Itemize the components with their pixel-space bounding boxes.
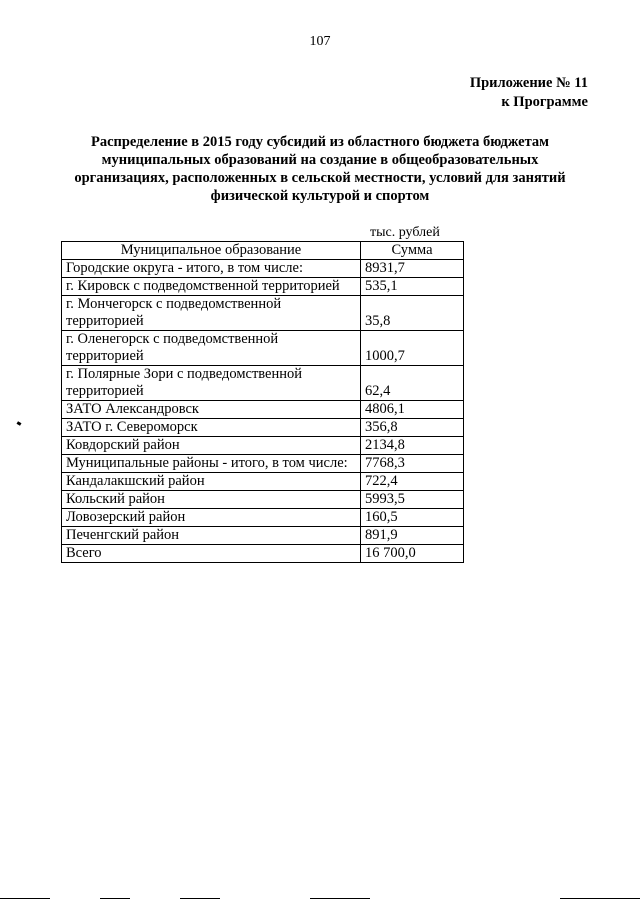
table-row (62, 491, 464, 509)
sum-cell: 16 700,0 (361, 545, 464, 563)
units-label: тыс. рублей (370, 225, 440, 240)
municipality-cell: Всего (62, 545, 361, 563)
column-header-municipality: Муниципальное образование (62, 242, 361, 260)
table-row (62, 366, 464, 401)
footer-rule (0, 898, 50, 899)
table-row (62, 401, 464, 419)
footer-rule (310, 898, 370, 899)
sum-cell: 1000,7 (361, 331, 464, 366)
municipality-cell: г. Оленегорск с подведомственной территорией (62, 331, 361, 366)
table-row (62, 527, 464, 545)
sum-cell: 35,8 (361, 296, 464, 331)
table-row (62, 260, 464, 278)
municipality-cell: ЗАТО г. Североморск (62, 419, 361, 437)
sum-cell: 535,1 (361, 278, 464, 296)
municipality-cell: Кольский район (62, 491, 361, 509)
sum-cell: 5993,5 (361, 491, 464, 509)
appendix-label (470, 74, 588, 112)
sum-cell: 722,4 (361, 473, 464, 491)
table-row (62, 419, 464, 437)
footer-rule (560, 898, 640, 899)
sum-cell: 356,8 (361, 419, 464, 437)
title-line: Распределение в 2015 году субсидий из областного бюджета бюджетам (90, 134, 550, 150)
sum-cell: 2134,8 (361, 437, 464, 455)
municipality-cell: Печенгский район (62, 527, 361, 545)
sum-cell: 62,4 (361, 366, 464, 401)
footer-rule (180, 898, 220, 899)
municipality-cell: ЗАТО Александровск (62, 401, 361, 419)
appendix-number: Приложение № 11 (469, 75, 588, 91)
table-header-row (62, 242, 464, 260)
appendix-reference: к Программе (501, 94, 588, 110)
title-line: организациях, расположенных в сельской местности, условий для занятий (74, 170, 566, 186)
municipality-cell: г. Мончегорск с подведомственной территорией (62, 296, 361, 331)
sum-cell: 7768,3 (361, 455, 464, 473)
municipality-cell: Кандалакшский район (62, 473, 361, 491)
table-row (62, 331, 464, 366)
document-title (60, 133, 580, 205)
municipality-cell: г. Полярные Зори с подведомственной территорией (62, 366, 361, 401)
page-number: 107 (309, 34, 331, 49)
table-row (62, 296, 464, 331)
municipality-cell: Ловозерский район (62, 509, 361, 527)
municipality-cell: Ковдорский район (62, 437, 361, 455)
municipality-cell: Муниципальные районы - итого, в том числе: (62, 455, 361, 473)
municipality-cell: Городские округа - итого, в том числе: (62, 260, 361, 278)
subsidy-table (61, 241, 464, 563)
title-line: муниципальных образований на создание в общеобразовательных (101, 152, 539, 168)
municipality-cell: г. Кировск с подведомственной территорией (62, 278, 361, 296)
scan-artifact-mark (17, 421, 22, 426)
column-header-sum: Сумма (361, 242, 464, 260)
footer-rule (100, 898, 130, 899)
sum-cell: 891,9 (361, 527, 464, 545)
sum-cell: 160,5 (361, 509, 464, 527)
table-row-total (62, 545, 464, 563)
table-row (62, 509, 464, 527)
table-row (62, 455, 464, 473)
table-row (62, 278, 464, 296)
sum-cell: 8931,7 (361, 260, 464, 278)
table-row (62, 473, 464, 491)
sum-cell: 4806,1 (361, 401, 464, 419)
table-row (62, 437, 464, 455)
title-line: физической культурой и спортом (210, 188, 430, 204)
